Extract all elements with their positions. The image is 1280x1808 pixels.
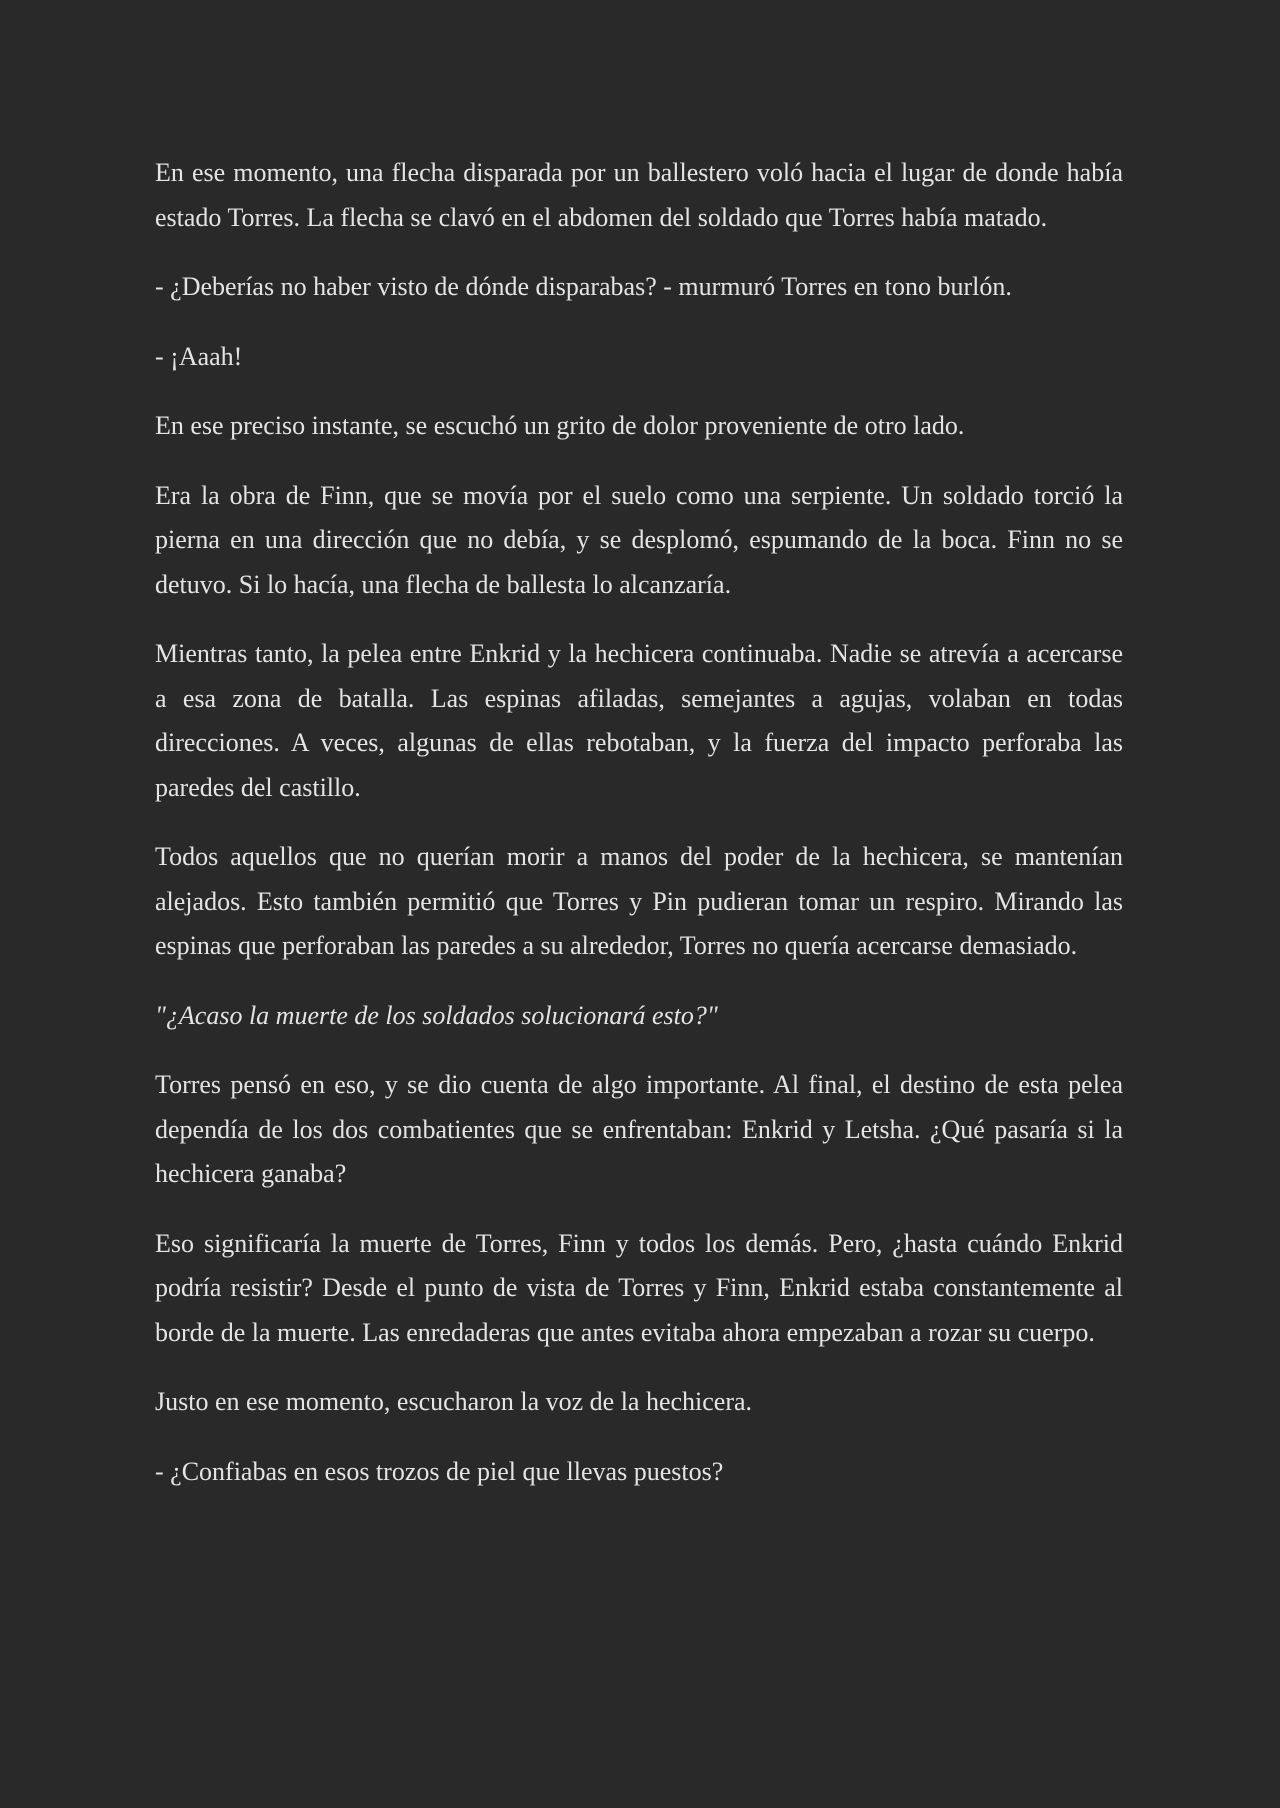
paragraph: En ese preciso instante, se escuchó un grito de dolor proveniente de otro lado. [155, 411, 965, 440]
paragraph: - ¿Deberías no haber visto de dónde disparabas? - murmuró Torres en tono burlón. [155, 272, 1012, 301]
paragraph: Torres pensó en eso, y se dio cuenta de algo importante. Al final, el destino de esta pelea dependía de los dos combatientes que se enfrentaban: Enkrid y Letsha. ¿Qué pasaría si la hechicera ganaba? [155, 1070, 1123, 1188]
paragraph: Eso significaría la muerte de Torres, Finn y todos los demás. Pero, ¿hasta cuándo Enkrid podría resistir? Desde el punto de vista de Torres y Finn, Enkrid estaba constantemente al borde de la muerte. Las enredaderas que antes evitaba ahora empezaban a rozar su cuerpo. [155, 1228, 1123, 1347]
thought-paragraph: "¿Acaso la muerte de los soldados solucionará esto?" [155, 1000, 718, 1030]
paragraph: En ese momento, una flecha disparada por un ballestero voló hacia el lugar de donde había estado Torres. La flecha se clavó en el abdomen del soldado que Torres había matado. [155, 158, 1123, 232]
paragraph: - ¿Confiabas en esos trozos de piel que llevas puestos? [155, 1456, 724, 1486]
chapter-text [155, 151, 1123, 1519]
paragraph: - ¡Aaah! [155, 341, 243, 371]
paragraph: Mientras tanto, la pelea entre Enkrid y la hechicera continuaba. Nadie se atrevía a acercarse a esa zona de batalla. Las espinas afiladas, semejantes a agujas, volaban en todas direcciones. A veces, algunas de ellas rebotaban, y la fuerza del impacto perforaba las paredes del castillo. [155, 639, 1123, 802]
paragraph: Era la obra de Finn, que se movía por el suelo como una serpiente. Un soldado torció la pierna en una dirección que no debía, y se desplomó, espumando de la boca. Finn no se detuvo. Si lo hacía, una flecha de ballesta lo alcanzaría. [155, 480, 1123, 599]
paragraph: Justo en ese momento, escucharon la voz de la hechicera. [155, 1387, 753, 1416]
paragraph: Todos aquellos que no querían morir a manos del poder de la hechicera, se mantenían alejados. Esto también permitió que Torres y Pin pudieran tomar un respiro. Mirando las espinas que perforaban las paredes a su alrededor, Torres no quería acercarse demasiado. [155, 842, 1123, 960]
